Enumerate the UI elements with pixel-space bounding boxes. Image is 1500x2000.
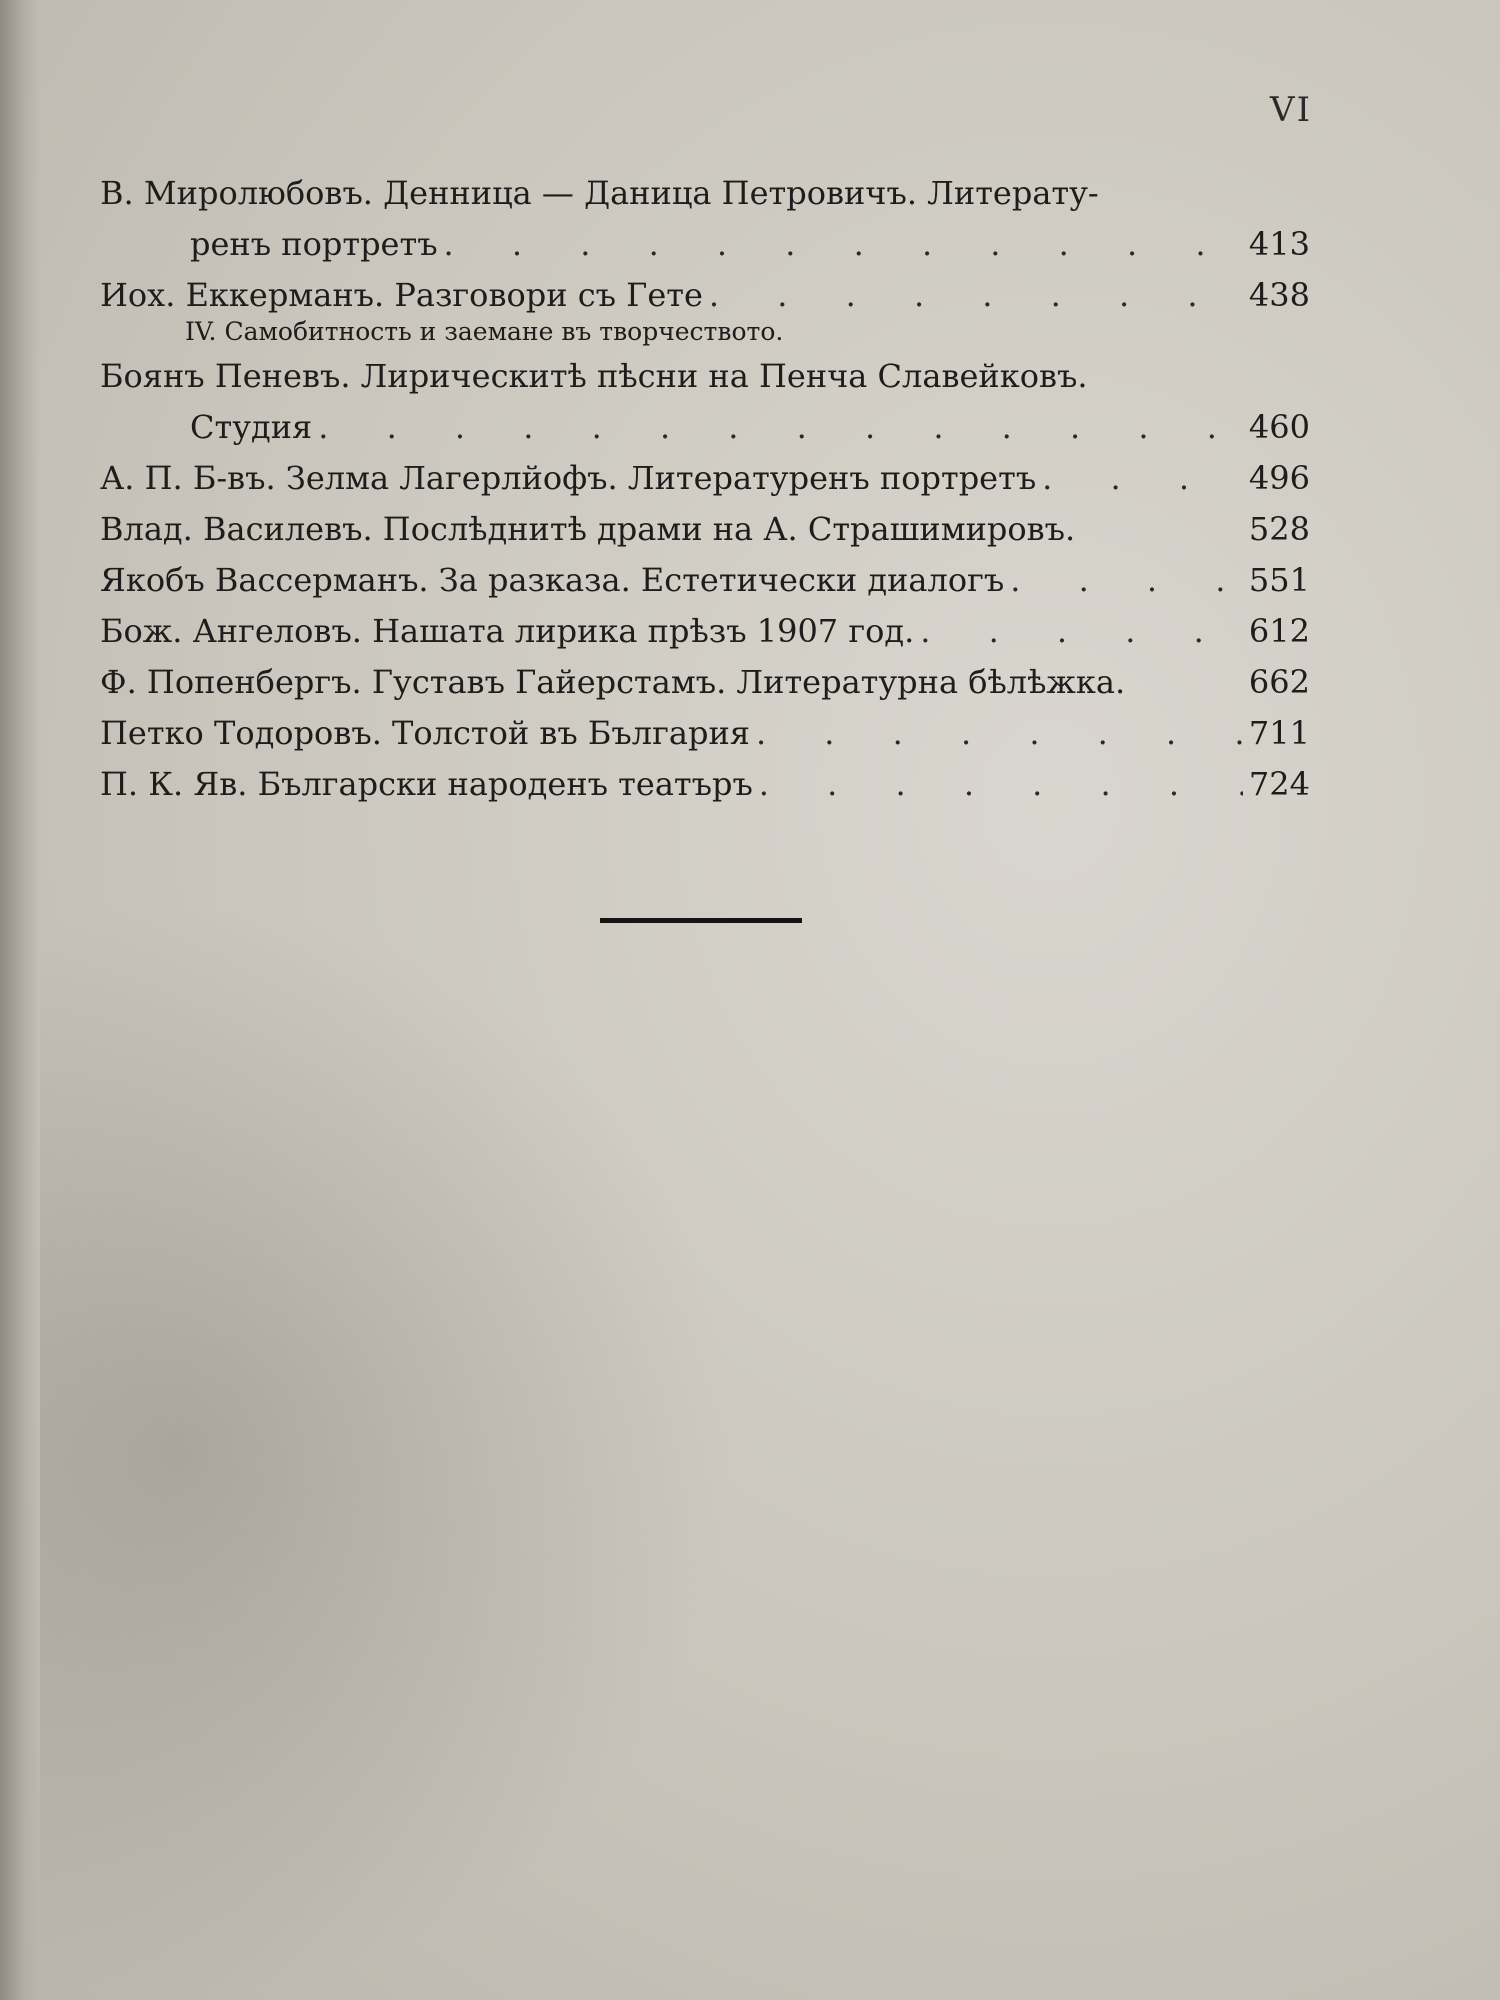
toc-page-number: 438 [1248,276,1310,314]
toc-entry-line [100,759,1310,810]
toc-entry [100,453,1310,504]
toc-entry-line [100,606,1310,657]
binding-shadow [0,0,40,2000]
toc-entry-text: Боянъ Пеневъ. Лирическитѣ пѣсни на Пенча Славейковъ. [100,357,1088,395]
toc-entry-text: Студия [190,408,313,446]
dot-leader [444,219,1243,270]
dot-leader [318,402,1243,453]
toc-page-number: 413 [1248,225,1310,263]
toc-entry-line [100,708,1310,759]
toc-entry-line [100,168,1310,219]
toc-entry-line [100,657,1310,708]
toc-entry-text: В. Миролюбовъ. Денница — Даница Петровичъ. Литерату- [100,174,1099,212]
toc-entry-line [100,453,1310,504]
table-of-contents [100,168,1310,810]
toc-entry [100,555,1310,606]
toc-entry [100,504,1310,555]
toc-entry-text: П. К. Яв. Български народенъ театъръ [100,765,753,803]
toc-entry-text: Ф. Попенбергъ. Густавъ Гайерстамъ. Литературна бѣлѣжка. [100,663,1126,701]
toc-entry [100,351,1310,453]
toc-entry-line [100,555,1310,606]
toc-entry-line [100,402,1310,453]
dot-leader [1010,555,1243,606]
toc-entry [100,270,1310,347]
toc-page-number: 724 [1248,765,1310,803]
toc-entry-text: Бож. Ангеловъ. Нашата лирика прѣзъ 1907 год. [100,612,915,650]
toc-page-number: 528 [1248,510,1310,548]
dot-leader [920,606,1243,657]
dot-leader [759,759,1243,810]
toc-entry-text: Петко Тодоровъ. Толстой въ България [100,714,750,752]
dot-leader [709,270,1243,321]
toc-entry-text: Влад. Василевъ. Послѣднитѣ драми на А. Страшимировъ. [100,510,1076,548]
toc-page-number: 612 [1248,612,1310,650]
toc-entry-line [100,504,1310,555]
toc-entry-text: ренъ портретъ [190,225,438,263]
page-shading [40,900,740,2000]
toc-entry-line [100,351,1310,402]
dot-leader [756,708,1243,759]
toc-entry [100,657,1310,708]
toc-entry-text: Иох. Еккерманъ. Разговори съ Гете [100,276,703,314]
toc-entry-text: Якобъ Вассерманъ. За разказа. Естетически диалогъ [100,561,1005,599]
toc-entry-line [100,219,1310,270]
section-divider-rule [600,918,802,923]
toc-entry [100,759,1310,810]
toc-page-number: 662 [1248,663,1310,701]
toc-page-number: 551 [1248,561,1310,599]
page-number: VI [1270,90,1312,130]
toc-entry [100,708,1310,759]
toc-page-number: 496 [1248,459,1310,497]
toc-entry [100,606,1310,657]
toc-page-number: 711 [1248,714,1310,752]
toc-page-number: 460 [1248,408,1310,446]
toc-entry-subtitle: IV. Самобитность и заемане въ творчеството. [185,317,784,346]
toc-entry-text: А. П. Б-въ. Зелма Лагерлйофъ. Литературенъ портретъ [100,459,1037,497]
dot-leader [1042,453,1243,504]
toc-entry-line [100,270,1310,321]
toc-entry [100,168,1310,270]
